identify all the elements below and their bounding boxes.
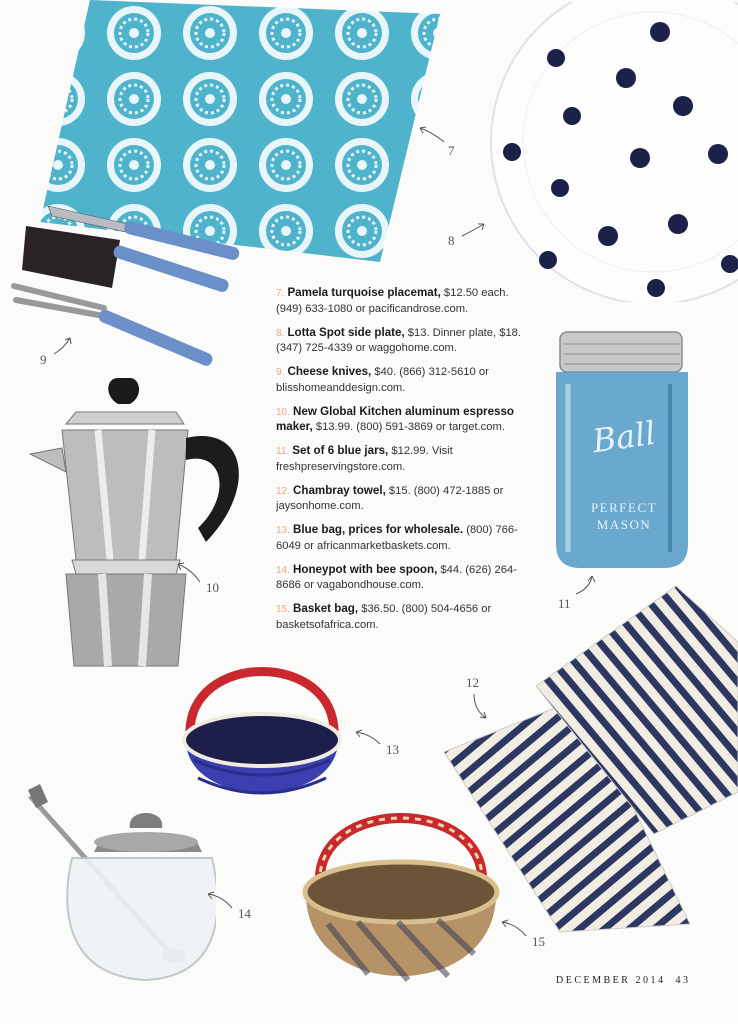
item-title: Blue bag, prices for wholesale.	[293, 523, 464, 536]
item-title: Lotta Spot side plate,	[287, 325, 405, 339]
list-item-7: 7. Pamela turquoise placemat, $12.50 each. (949) 633-1080 or pacificandrose.com.	[276, 286, 509, 315]
item-title: New Global Kitchen aluminum espresso maker,	[276, 404, 514, 433]
polka-dot-plate-image	[488, 2, 738, 302]
callout-10: 10	[206, 580, 219, 595]
item-details: $12.99. Visit freshpreservingstore.com.	[276, 445, 453, 473]
callout-13: 13	[386, 742, 399, 757]
basket-bag-image	[298, 804, 506, 1000]
page-number: 43	[675, 975, 691, 986]
callout-8-arrow	[460, 220, 488, 240]
callout-10-arrow	[176, 560, 206, 586]
list-item-8: 8. Lotta Spot side plate, $13. Dinner plate, $18. (347) 725-4339 or waggohome.com.	[276, 325, 521, 354]
list-item-11: 11. Set of 6 blue jars, $12.99. Visit freshpreservingstore.com.	[276, 444, 453, 473]
espresso-maker-image	[26, 376, 251, 674]
issue-date: DECEMBER 2014	[556, 975, 666, 986]
callout-15-arrow	[500, 918, 530, 940]
product-source-list	[276, 286, 536, 642]
callout-9-arrow	[52, 334, 74, 358]
item-title: Basket bag,	[293, 602, 359, 615]
item-details: $15. (800) 472-1885 or jaysonhome.com.	[276, 484, 504, 512]
page-folio	[556, 975, 690, 986]
item-details: $13.99. (800) 591-3869 or target.com.	[315, 421, 505, 433]
list-item-9: 9. Cheese knives, $40. (866) 312-5610 or blisshomeanddesign.com.	[276, 365, 489, 394]
item-details: $13. Dinner plate, $18. (347) 725-4339 or waggohome.com.	[276, 326, 521, 354]
cheese-knives-image	[8, 188, 248, 378]
item-details: $12.50 each. (949) 633-1080 or pacificandrose.com.	[276, 287, 509, 315]
list-item-15: 15. Basket bag, $36.50. (800) 504-4656 or basketsofafrica.com.	[276, 602, 492, 631]
item-details: $36.50. (800) 504-4656 or basketsofafrica.com.	[276, 603, 492, 631]
list-item-12: 12. Chambray towel, $15. (800) 472-1885 or jaysonhome.com.	[276, 483, 504, 512]
item-details: $44. (626) 264-8686 or vagabondhouse.com.	[276, 563, 517, 591]
callout-7: 7	[448, 143, 455, 158]
callout-14: 14	[238, 906, 251, 921]
callout-12-arrow	[470, 692, 492, 722]
jar-embossing-line2: MASON	[596, 517, 652, 532]
callout-9: 9	[40, 352, 47, 367]
list-item-10: 10. New Global Kitchen aluminum espresso maker, $13.99. (800) 591-3869 or target.com.	[276, 404, 514, 433]
callout-7-arrow	[418, 124, 448, 144]
callout-15: 15	[532, 934, 545, 949]
honeypot-with-bee-spoon-image	[26, 780, 216, 990]
item-details: $40. (866) 312-5610 or blisshomeanddesign.com.	[276, 366, 489, 394]
item-title: Cheese knives,	[287, 365, 372, 378]
callout-13-arrow	[354, 728, 384, 748]
list-item-13: 13. Blue bag, prices for wholesale. (800) 766-6049 or africanmarketbaskets.com.	[276, 523, 518, 552]
jar-embossing-line1: PERFECT	[590, 500, 658, 515]
item-title: Honeypot with bee spoon,	[293, 562, 438, 576]
callout-11: 11	[558, 596, 571, 611]
callout-11-arrow	[574, 574, 598, 598]
item-title: Pamela turquoise placemat,	[287, 286, 441, 299]
callout-12: 12	[466, 675, 479, 690]
item-title: Chambray towel,	[293, 483, 386, 497]
callout-8: 8	[448, 233, 455, 248]
jar-brand-script: Ball	[590, 413, 658, 461]
item-title: Set of 6 blue jars,	[292, 444, 389, 457]
item-details: (800) 766-6049 or africanmarketbaskets.com.	[276, 524, 518, 552]
list-item-14: 14. Honeypot with bee spoon, $44. (626) 264-8686 or vagabondhouse.com.	[276, 562, 517, 591]
callout-14-arrow	[206, 890, 236, 912]
